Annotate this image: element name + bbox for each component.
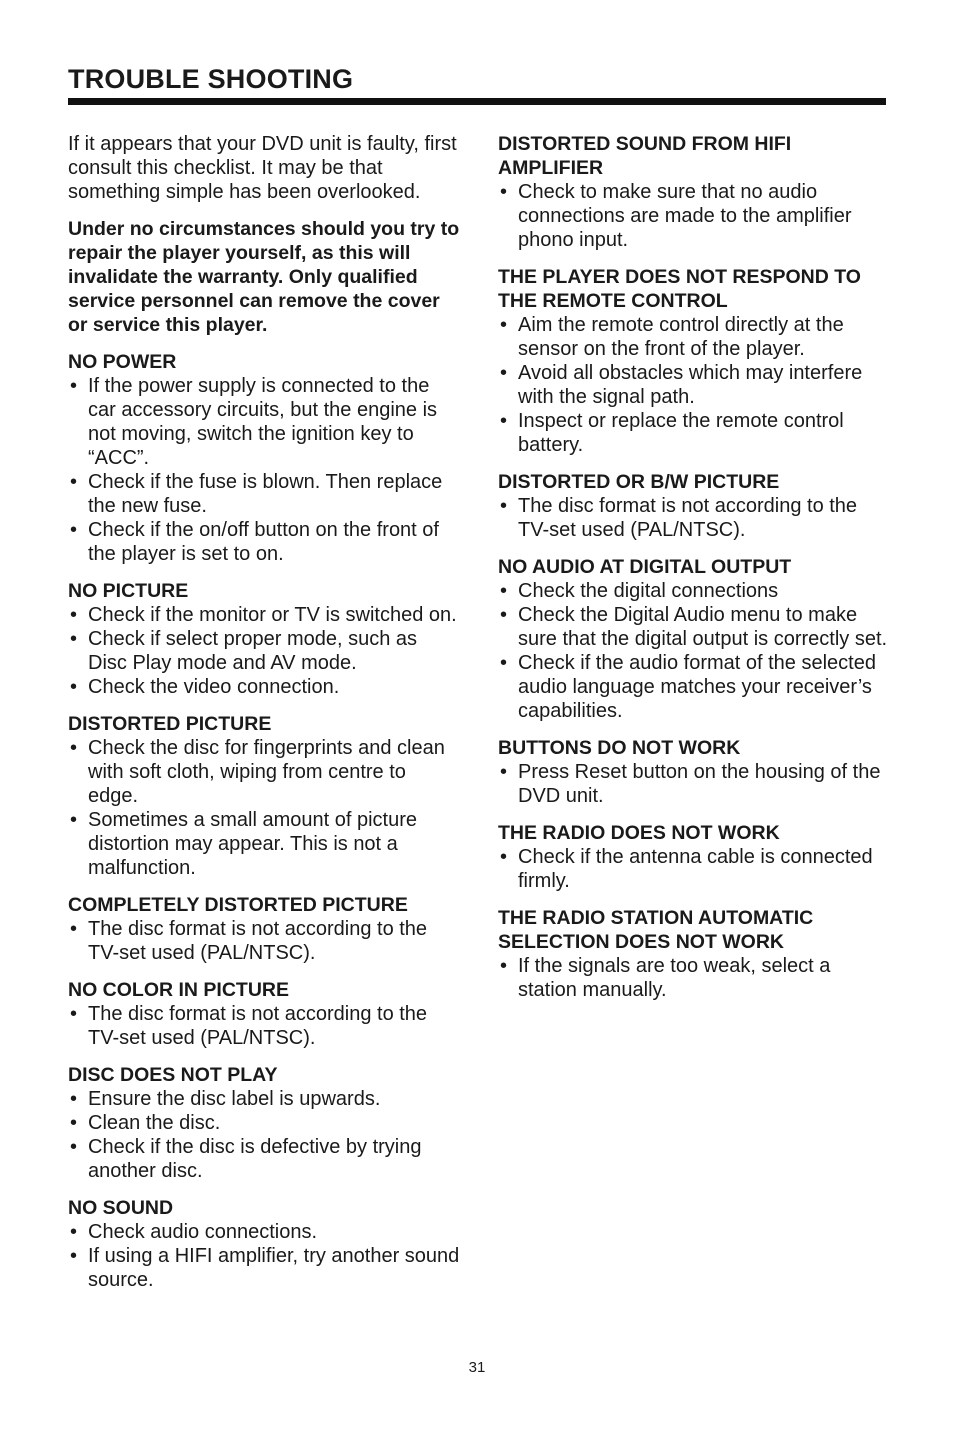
- troubleshooting-section: [498, 736, 890, 808]
- list-item: • Check if the disc is defective by trying another disc.: [68, 1135, 460, 1183]
- bullet-list: [68, 603, 460, 699]
- bullet-list: [68, 374, 460, 566]
- bullet-list: [498, 845, 890, 893]
- troubleshooting-section: [68, 1196, 460, 1292]
- bullet-list: [68, 917, 460, 965]
- section-heading: THE RADIO DOES NOT WORK: [498, 822, 780, 844]
- bullet-list: [498, 494, 890, 542]
- troubleshooting-section: [68, 579, 460, 699]
- warning-paragraph: Under no circumstances should you try to repair the player yourself, as this will invalidate the warranty. Only qualified service personnel can remove the cover or service this player.: [68, 218, 460, 336]
- list-item: • Inspect or replace the remote control battery.: [498, 409, 890, 457]
- list-item: • The disc format is not according to the TV-set used (PAL/NTSC).: [68, 917, 460, 965]
- section-heading: DISTORTED OR B/W PICTURE: [498, 471, 780, 493]
- section-heading: DISTORTED SOUND FROM HIFI AMPLIFIER: [498, 133, 792, 179]
- list-item: • The disc format is not according to the TV-set used (PAL/NTSC).: [498, 494, 890, 542]
- list-item: • If the signals are too weak, select a station manually.: [498, 954, 890, 1002]
- list-item: • The disc format is not according to the TV-set used (PAL/NTSC).: [68, 1002, 460, 1050]
- list-item: • Check if select proper mode, such as Disc Play mode and AV mode.: [68, 627, 460, 675]
- list-item: • Ensure the disc label is upwards.: [68, 1087, 460, 1111]
- bullet-list: [68, 736, 460, 880]
- list-item: • Check the Digital Audio menu to make sure that the digital output is correctly set.: [498, 603, 890, 651]
- troubleshooting-section: [68, 978, 460, 1050]
- section-heading: NO PICTURE: [68, 580, 189, 602]
- section-heading: NO SOUND: [68, 1197, 174, 1219]
- list-item: • If the power supply is connected to the car accessory circuits, but the engine is not moving, switch the ignition key to “ACC”.: [68, 374, 460, 470]
- intro-paragraph: If it appears that your DVD unit is faulty, first consult this checklist. It may be that something simple has been overlooked.: [68, 133, 457, 203]
- section-heading: NO AUDIO AT DIGITAL OUTPUT: [498, 556, 792, 578]
- list-item: • Check if the monitor or TV is switched on.: [68, 603, 460, 627]
- list-item: • Aim the remote control directly at the sensor on the front of the player.: [498, 313, 890, 361]
- list-item: • Check if the on/off button on the front of the player is set to on.: [68, 518, 460, 566]
- bullet-list: [498, 180, 890, 252]
- section-heading: DISC DOES NOT PLAY: [68, 1064, 278, 1086]
- section-heading: COMPLETELY DISTORTED PICTURE: [68, 894, 408, 916]
- list-item: • Check if the audio format of the selected audio language matches your receiver’s capabilities.: [498, 651, 890, 723]
- troubleshooting-section: [498, 265, 890, 457]
- list-item: • Press Reset button on the housing of the DVD unit.: [498, 760, 890, 808]
- section-heading: NO POWER: [68, 351, 177, 373]
- page-title: TROUBLE SHOOTING: [68, 64, 354, 94]
- bullet-list: [68, 1087, 460, 1183]
- list-item: • Sometimes a small amount of picture distortion may appear. This is not a malfunction.: [68, 808, 460, 880]
- page-number: 31: [468, 1359, 486, 1376]
- bullet-list: [68, 1002, 460, 1050]
- bullet-list: [498, 954, 890, 1002]
- troubleshooting-section: [68, 893, 460, 965]
- troubleshooting-section: [68, 350, 460, 566]
- troubleshooting-section: [68, 712, 460, 880]
- bullet-list: [68, 1220, 460, 1292]
- bullet-list: [498, 579, 890, 723]
- left-column: [68, 132, 460, 1305]
- troubleshooting-section: [498, 906, 890, 1002]
- title-rule: [68, 98, 886, 105]
- troubleshooting-section: [498, 821, 890, 893]
- section-heading: THE PLAYER DOES NOT RESPOND TO THE REMOTE CONTROL: [498, 266, 861, 312]
- list-item: • Check if the fuse is blown. Then replace the new fuse.: [68, 470, 460, 518]
- bullet-list: [498, 760, 890, 808]
- list-item: • Check the digital connections: [498, 579, 890, 603]
- list-item: • Check audio connections.: [68, 1220, 460, 1244]
- troubleshooting-section: [498, 132, 890, 252]
- list-item: • Avoid all obstacles which may interfere with the signal path.: [498, 361, 890, 409]
- right-sections: [498, 132, 890, 1002]
- troubleshooting-section: [498, 555, 890, 723]
- list-item: • Clean the disc.: [68, 1111, 460, 1135]
- list-item: • Check if the antenna cable is connected firmly.: [498, 845, 890, 893]
- right-column: [498, 132, 890, 1015]
- left-sections: [68, 350, 460, 1292]
- section-heading: BUTTONS DO NOT WORK: [498, 737, 741, 759]
- list-item: • If using a HIFI amplifier, try another sound source.: [68, 1244, 460, 1292]
- section-heading: THE RADIO STATION AUTOMATIC SELECTION DOES NOT WORK: [498, 907, 814, 953]
- bullet-list: [498, 313, 890, 457]
- list-item: • Check to make sure that no audio connections are made to the amplifier phono input.: [498, 180, 890, 252]
- list-item: • Check the disc for fingerprints and clean with soft cloth, wiping from centre to edge.: [68, 736, 460, 808]
- list-item: • Check the video connection.: [68, 675, 460, 699]
- troubleshooting-section: [68, 1063, 460, 1183]
- section-heading: DISTORTED PICTURE: [68, 713, 272, 735]
- troubleshooting-section: [498, 470, 890, 542]
- section-heading: NO COLOR IN PICTURE: [68, 979, 290, 1001]
